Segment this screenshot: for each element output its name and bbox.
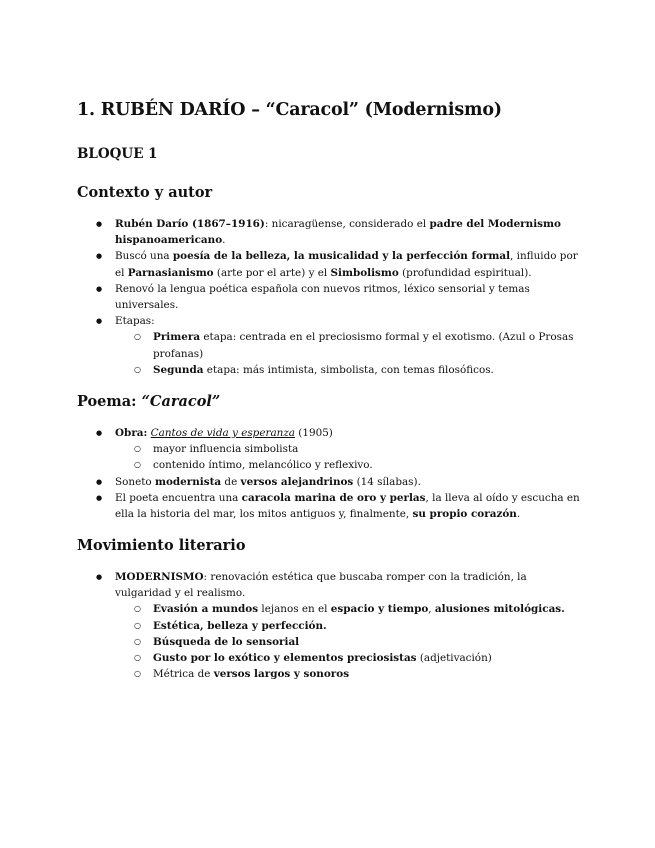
list-poema bbox=[77, 425, 582, 522]
heading-movimiento: Movimiento literario bbox=[77, 537, 246, 554]
sublist-obra bbox=[115, 441, 582, 473]
heading-poema: Poema: “Caracol” bbox=[77, 393, 221, 410]
document-title: 1. RUBÉN DARÍO – “Caracol” (Modernismo) bbox=[77, 100, 502, 120]
list-item: ● Buscó una poesía de la belleza, la musicalidad y la perfección formal, influido por el Parnasianismo (arte por el arte) y el Simbolismo (profundidad espiritual). bbox=[77, 248, 582, 280]
list-item: ● MODERNISMO: renovación estética que buscaba romper con la tradición, la vulgaridad y el realismo. ○ Evasión a mundos lejanos en el espacio y tiempo, alusiones mitológicas. ○ Estética, belleza y perfección. ○ Búsqueda de lo sensorial ○ Gusto por lo exótico y elementos preciosistas (adjetivación) ○ Métrica de versos largos y sonoros bbox=[77, 569, 582, 682]
sublist-modernismo bbox=[115, 601, 582, 682]
list-item: ● Rubén Darío (1867–1916): nicaragüense, considerado el padre del Modernismo hispanoamericano. bbox=[77, 216, 582, 248]
list-item: ○ Segunda etapa: más intimista, simbolista, con temas filosóficos. bbox=[115, 362, 582, 378]
list-item: ○ mayor influencia simbolista bbox=[115, 441, 582, 457]
book-title: Cantos de vida y esperanza bbox=[150, 427, 295, 439]
list-item: ○ Estética, belleza y perfección. bbox=[115, 618, 582, 634]
list-item: ○ Primera etapa: centrada en el preciosismo formal y el exotismo. (Azul o Prosas profanas) bbox=[115, 329, 582, 361]
list-item: ○ Búsqueda de lo sensorial bbox=[115, 634, 582, 650]
sublist-etapas bbox=[115, 329, 582, 378]
list-item: ● El poeta encuentra una caracola marina de oro y perlas, la lleva al oído y escucha en ella la historia del mar, los mitos antiguos y, finalmente, su propio corazón. bbox=[77, 490, 582, 522]
list-movimiento bbox=[77, 569, 582, 682]
list-item: ○ Evasión a mundos lejanos en el espacio y tiempo, alusiones mitológicas. bbox=[115, 601, 582, 617]
list-item: ● Obra: Cantos de vida y esperanza (1905) ○ mayor influencia simbolista ○ contenido íntimo, melancólico y reflexivo. bbox=[77, 425, 582, 474]
list-item: ● Etapas: ○ Primera etapa: centrada en el preciosismo formal y el exotismo. (Azul o Prosas profanas) ○ Segunda etapa: más intimista, simbolista, con temas filosóficos. bbox=[77, 313, 582, 378]
list-contexto bbox=[77, 216, 582, 378]
list-item: ○ Gusto por lo exótico y elementos preciosistas (adjetivación) bbox=[115, 650, 582, 666]
list-item: ● Renovó la lengua poética española con nuevos ritmos, léxico sensorial y temas universales. bbox=[77, 281, 582, 313]
heading-contexto: Contexto y autor bbox=[77, 184, 213, 201]
list-item: ● Soneto modernista de versos alejandrinos (14 sílabas). bbox=[77, 474, 582, 490]
list-item: ○ Métrica de versos largos y sonoros bbox=[115, 666, 582, 682]
list-item: ○ contenido íntimo, melancólico y reflexivo. bbox=[115, 457, 582, 473]
bloque-heading: BLOQUE 1 bbox=[77, 146, 158, 162]
